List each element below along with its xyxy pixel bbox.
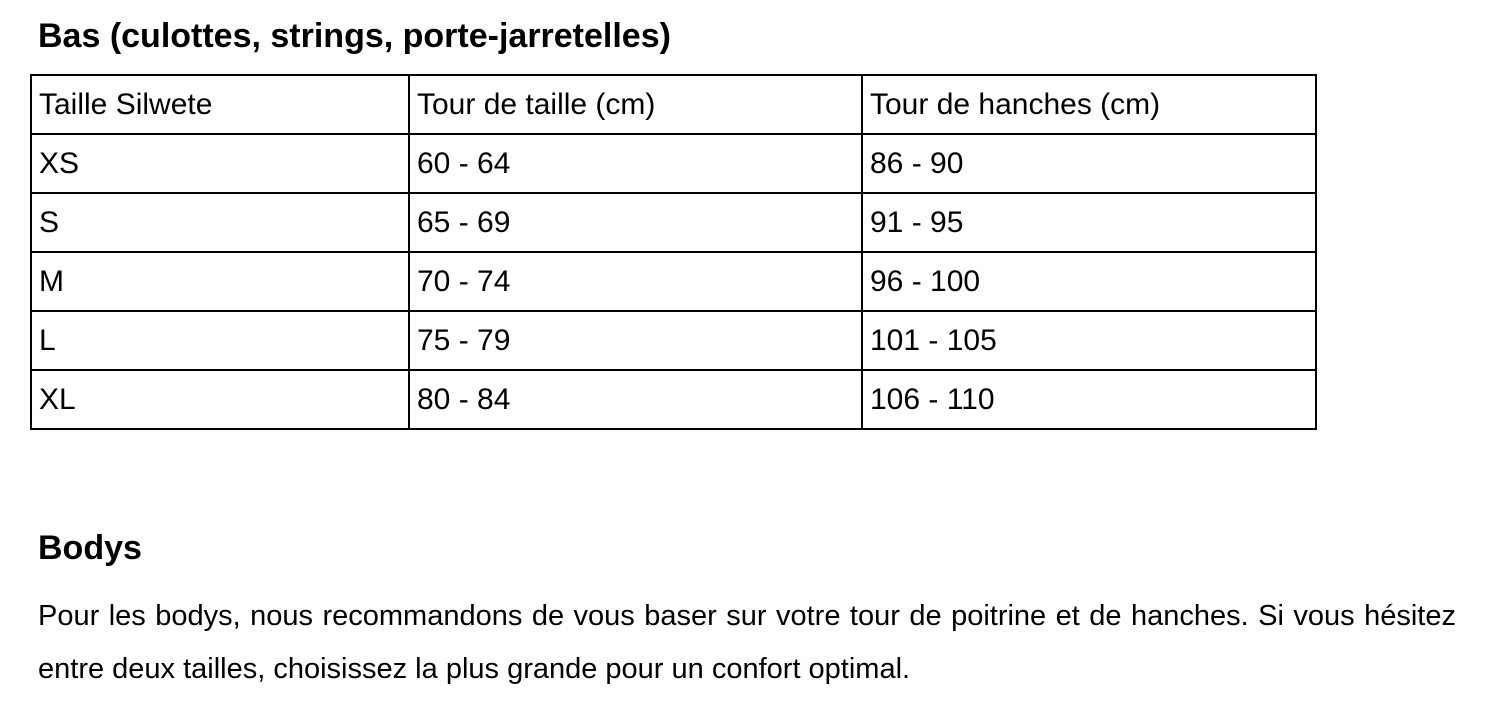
size-table-bottoms	[30, 74, 1317, 430]
bodysuits-advice-paragraph: Pour les bodys, nous recommandons de vous baser sur votre tour de poitrine et de hanches. Si vous hésitez entre deux tailles, choisissez la plus grande pour un confort optimal.	[38, 600, 1456, 685]
cell-hips: 96 - 100	[862, 252, 1316, 311]
cell-waist: 70 - 74	[409, 252, 862, 311]
cell-size: XL	[31, 370, 409, 429]
cell-waist: 80 - 84	[409, 370, 862, 429]
cell-size: XS	[31, 134, 409, 193]
header-waist: Tour de taille (cm)	[409, 75, 862, 134]
table-header-row	[31, 75, 1316, 134]
section-title-bodysuits: Bodys	[38, 529, 142, 567]
section-title-bottoms: Bas (culottes, strings, porte-jarretelles)	[38, 17, 671, 55]
cell-waist: 75 - 79	[409, 311, 862, 370]
cell-waist: 60 - 64	[409, 134, 862, 193]
table-row	[31, 193, 1316, 252]
table-row	[31, 252, 1316, 311]
cell-hips: 91 - 95	[862, 193, 1316, 252]
cell-hips: 106 - 110	[862, 370, 1316, 429]
cell-hips: 86 - 90	[862, 134, 1316, 193]
cell-size: M	[31, 252, 409, 311]
table-row	[31, 134, 1316, 193]
header-hips: Tour de hanches (cm)	[862, 75, 1316, 134]
table-row	[31, 311, 1316, 370]
cell-waist: 65 - 69	[409, 193, 862, 252]
cell-size: S	[31, 193, 409, 252]
cell-hips: 101 - 105	[862, 311, 1316, 370]
header-size: Taille Silwete	[31, 75, 409, 134]
cell-size: L	[31, 311, 409, 370]
table-row	[31, 370, 1316, 429]
